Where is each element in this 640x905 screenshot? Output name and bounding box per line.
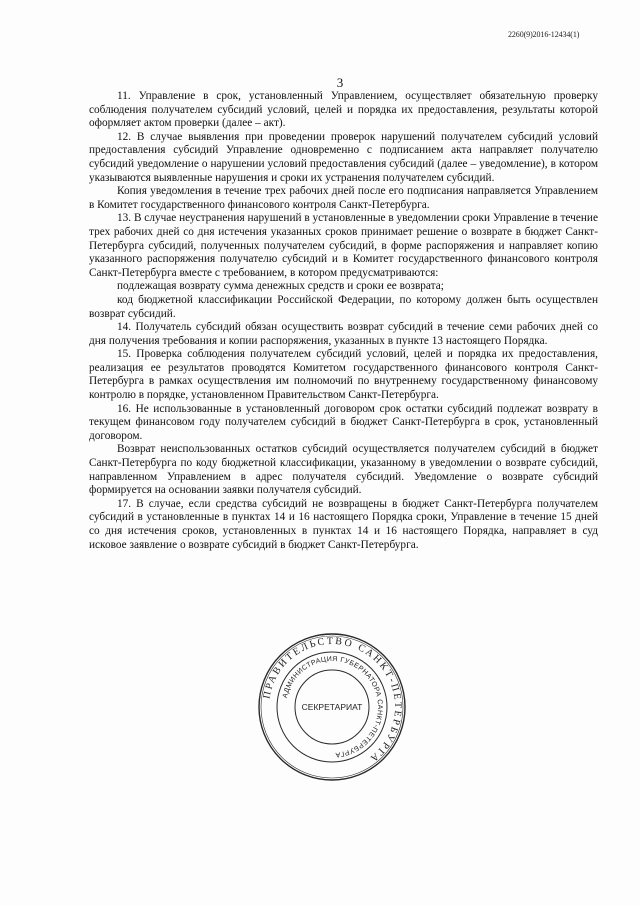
paragraph-15: 15. Проверка соблюдения получателем субсидий условий, целей и порядка их предоставления, реализация ее результатов проводятся Комитетом государственного финансового контроля Санкт-Петербурга в рамках осуществления им полномочий по внутреннему государственному финансовому контролю в порядке, установленном Правительством Санкт-Петербурга.: [89, 348, 598, 402]
paragraph-11: 11. Управление в срок, установленный Управлением, осуществляет обязательную проверку соблюдения получателем субсидий условий, целей и порядка их предоставления, результаты которой оформляет актом проверки (далее – акт).: [89, 90, 598, 130]
seal-inner-text: АДМИНИСТРАЦИЯ ГУБЕРНАТОРА САНКТ-ПЕТЕРБУРГА: [281, 655, 384, 758]
paragraph-13: 13. В случае неустранения нарушений в установленные в уведомлении сроки Управление в течение трех рабочих дней со дня истечения указанных сроков принимает решение о возврате в бюджет Санкт-Петербурга субсидий, полученных получателем субсидий, в форме распоряжения и направляет копию указанного распоряжения получателю субсидий и в Комитет государственного финансового контроля Санкт-Петербурга вместе с требованием, в котором предусматриваются:: [89, 212, 598, 279]
paragraph-14: 14. Получатель субсидий обязан осуществить возврат субсидий в течение семи рабочих дней со дня получения требования и копии распоряжения, указанных в пункте 13 настоящего Порядка.: [89, 321, 598, 347]
paragraph-13-item-amount: подлежащая возврату сумма денежных средств и сроки ее возврата;: [117, 280, 444, 293]
paragraph-13-item-code: код бюджетной классификации Российской Федерации, по которому должен быть осуществлен возврат субсидий.: [89, 293, 598, 320]
official-seal: [256, 631, 408, 783]
seal-center-text: СЕКРЕТАРИАТ: [301, 702, 363, 712]
paragraph-16-return: Возврат неиспользованных остатков субсидий осуществляется получателем субсидий в бюджет Санкт-Петербурга по коду бюджетной классификации, указанному в уведомлении о возврате субсидий, направленном Управлением в адрес получателя субсидий. Уведомление о возврате субсидий формируется на основании заявки получателя субсидий.: [89, 443, 598, 497]
seal-outer-text: ПРАВИТЕЛЬСТВО САНКТ-ПЕТЕРБУРГА: [261, 635, 404, 765]
document-number: 2260(9)2016-12434(1): [508, 30, 580, 39]
paragraph-12: 12. В случае выявления при проведении проверок нарушений получателем субсидий условий предоставления субсидий Управление одновременно с подписанием акта направляет получателю субсидий уведомление о нарушении условий предоставления субсидий (далее – уведомление), в котором указываются выявленные нарушения и сроки их устранения получателем субсидий.: [89, 130, 598, 184]
paragraph-17: 17. В случае, если средства субсидий не возвращены в бюджет Санкт-Петербурга получателем субсидий в установленные в пунктах 14 и 16 настоящего Порядка сроки, Управление в течение 15 дней со дня истечения сроков, установленных в пунктах 14 и 16 настоящего Порядка, направляет в суд исковое заявление о возврате субсидий в бюджет Санкт-Петербурга.: [89, 497, 598, 551]
paragraph-12-copy-notice: Копия уведомления в течение трех рабочих дней после его подписания направляется Управлением в Комитет государственного финансового контроля Санкт-Петербурга.: [89, 185, 598, 211]
document-body: [89, 90, 598, 552]
paragraph-16: 16. Не использованные в установленный договором срок остатки субсидий подлежат возврату в текущем финансовом году получателем субсидий в бюджет Санкт-Петербурга в срок, установленный договором.: [89, 402, 598, 442]
page-number: 3: [336, 75, 344, 90]
